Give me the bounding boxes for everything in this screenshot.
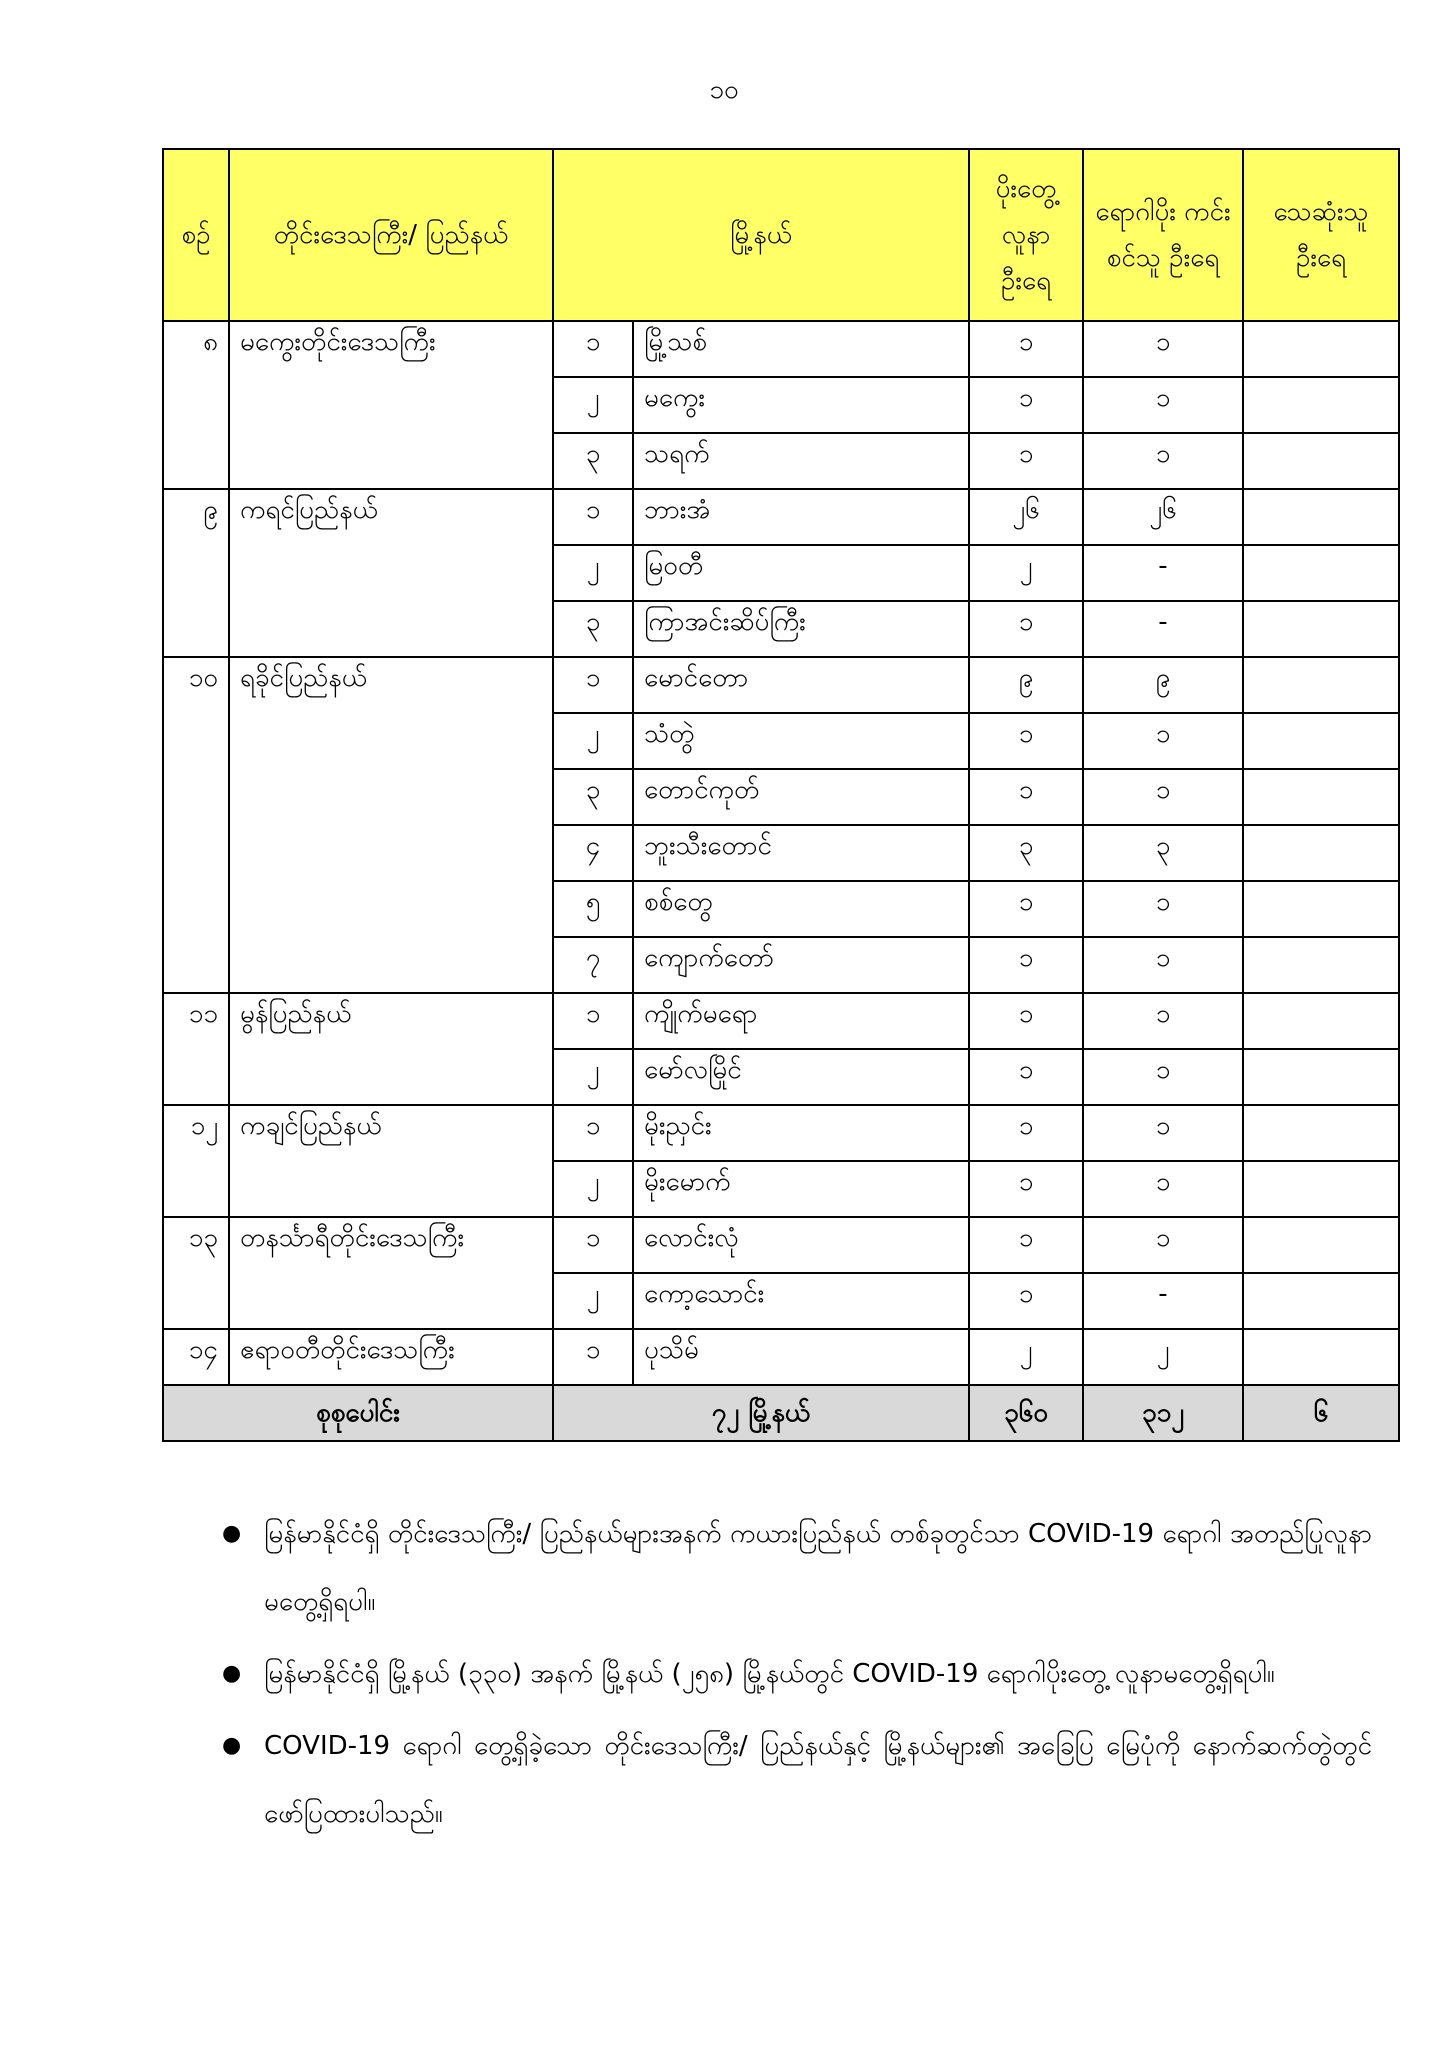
covid-township-table [162, 148, 1400, 1442]
total-recovered: ၃၁၂ [1083, 1385, 1243, 1441]
row-cases: ၉ [969, 657, 1083, 713]
row-recovered: ၂၆ [1083, 489, 1243, 545]
note-item [222, 1712, 1372, 1848]
table-row [163, 1329, 1399, 1385]
row-region: မကွေးတိုင်းဒေသကြီး [229, 321, 553, 489]
row-sub-no: ၂ [553, 545, 633, 601]
row-cases: ၁ [969, 433, 1083, 489]
row-sub-no: ၂ [553, 1049, 633, 1105]
row-township: ကြာအင်းဆိပ်ကြီး [633, 601, 969, 657]
header-township: မြို့နယ် [553, 149, 969, 321]
row-township: မကွေး [633, 377, 969, 433]
row-recovered: ၁ [1083, 377, 1243, 433]
row-cases: ၁ [969, 881, 1083, 937]
row-township: ဘားအံ [633, 489, 969, 545]
row-township: မြို့သစ် [633, 321, 969, 377]
row-no: ၁၁ [163, 993, 229, 1105]
row-township: ကော့သောင်း [633, 1273, 969, 1329]
row-recovered: ၁ [1083, 1105, 1243, 1161]
row-deaths [1243, 489, 1399, 545]
note-text: မြန်မာနိုင်ငံရှိ မြို့နယ် (၃၃၀) အနက် မြို့နယ် (၂၅၈) မြို့နယ်တွင် COVID-19 ရောဂါပိုးတွေ့ လူနာမတွေ့ရှိရပါ။ [264, 1659, 1275, 1689]
row-deaths [1243, 1049, 1399, 1105]
row-cases: ၁ [969, 769, 1083, 825]
row-recovered: ၁ [1083, 1049, 1243, 1105]
note-item [222, 1500, 1372, 1636]
row-township: ကျိုက်မရော [633, 993, 969, 1049]
row-deaths [1243, 881, 1399, 937]
row-deaths [1243, 545, 1399, 601]
row-deaths [1243, 769, 1399, 825]
row-cases: ၂၆ [969, 489, 1083, 545]
row-sub-no: ၇ [553, 937, 633, 993]
row-recovered: ၂ [1083, 1329, 1243, 1385]
row-cases: ၁ [969, 1105, 1083, 1161]
row-region: ဧရာဝတီတိုင်းဒေသကြီး [229, 1329, 553, 1385]
row-no: ၁၃ [163, 1217, 229, 1329]
row-deaths [1243, 937, 1399, 993]
row-township: တောင်ကုတ် [633, 769, 969, 825]
row-township: မောင်တော [633, 657, 969, 713]
row-region: မွန်ပြည်နယ် [229, 993, 553, 1105]
row-recovered: - [1083, 601, 1243, 657]
row-deaths [1243, 825, 1399, 881]
row-deaths [1243, 1161, 1399, 1217]
row-recovered: ၁ [1083, 937, 1243, 993]
table-row [163, 1217, 1399, 1273]
row-sub-no: ၁ [553, 657, 633, 713]
row-sub-no: ၂ [553, 1161, 633, 1217]
table-row [163, 993, 1399, 1049]
row-sub-no: ၅ [553, 881, 633, 937]
table-row [163, 657, 1399, 713]
row-no: ၁၄ [163, 1329, 229, 1385]
total-row [163, 1385, 1399, 1441]
row-recovered: ၁ [1083, 993, 1243, 1049]
row-township: သရက် [633, 433, 969, 489]
row-township: မော်လမြိုင် [633, 1049, 969, 1105]
row-deaths [1243, 713, 1399, 769]
row-township: ကျောက်တော် [633, 937, 969, 993]
page-number: ၁၀ [709, 75, 739, 105]
bullet-icon: ● [222, 1733, 242, 1758]
row-sub-no: ၁ [553, 1329, 633, 1385]
row-recovered: ၉ [1083, 657, 1243, 713]
note-text: မြန်မာနိုင်ငံရှိ တိုင်းဒေသကြီး/ ပြည်နယ်များအနက် ကယားပြည်နယ် တစ်ခုတွင်သာ COVID-19 ရောဂါ အတည်ပြုလူနာ မတွေ့ရှိရပါ။ [264, 1519, 1372, 1617]
row-region: ကချင်ပြည်နယ် [229, 1105, 553, 1217]
header-cases: ပိုးတွေ့ လူနာ ဦးရေ [969, 149, 1083, 321]
row-deaths [1243, 601, 1399, 657]
row-recovered: ၁ [1083, 881, 1243, 937]
row-sub-no: ၃ [553, 433, 633, 489]
row-region: ကရင်ပြည်နယ် [229, 489, 553, 657]
row-no: ၁၂ [163, 1105, 229, 1217]
header-deaths: သေဆုံးသူ ဦးရေ [1243, 149, 1399, 321]
table-row [163, 489, 1399, 545]
row-cases: ၁ [969, 601, 1083, 657]
row-sub-no: ၄ [553, 825, 633, 881]
row-sub-no: ၂ [553, 713, 633, 769]
row-sub-no: ၃ [553, 601, 633, 657]
row-cases: ၁ [969, 1217, 1083, 1273]
notes-list [222, 1500, 1372, 1852]
row-cases: ၁ [969, 377, 1083, 433]
row-cases: ၁ [969, 713, 1083, 769]
row-township: ဘူးသီးတောင် [633, 825, 969, 881]
row-deaths [1243, 1105, 1399, 1161]
row-cases: ၁ [969, 993, 1083, 1049]
row-cases: ၂ [969, 1329, 1083, 1385]
row-cases: ၁ [969, 937, 1083, 993]
row-recovered: - [1083, 545, 1243, 601]
row-cases: ၁ [969, 321, 1083, 377]
bullet-icon: ● [222, 1661, 242, 1686]
row-sub-no: ၂ [553, 1273, 633, 1329]
row-recovered: ၁ [1083, 433, 1243, 489]
row-recovered: ၁ [1083, 1161, 1243, 1217]
row-township: မြဝတီ [633, 545, 969, 601]
row-cases: ၁ [969, 1161, 1083, 1217]
row-township: သံတွဲ [633, 713, 969, 769]
row-recovered: ၁ [1083, 713, 1243, 769]
row-recovered: ၁ [1083, 769, 1243, 825]
row-township: လောင်းလုံ [633, 1217, 969, 1273]
header-no: စဉ် [163, 149, 229, 321]
row-deaths [1243, 993, 1399, 1049]
row-deaths [1243, 657, 1399, 713]
row-no: ၁၀ [163, 657, 229, 993]
header-region: တိုင်းဒေသကြီး/ ပြည်နယ် [229, 149, 553, 321]
row-township: ပုသိမ် [633, 1329, 969, 1385]
table-header-row [163, 149, 1399, 321]
row-cases: ၁ [969, 1049, 1083, 1105]
row-deaths [1243, 433, 1399, 489]
header-recovered: ရောဂါပိုး ကင်းစင်သူ ဦးရေ [1083, 149, 1243, 321]
row-township: စစ်တွေ [633, 881, 969, 937]
total-label: စုစုပေါင်း [163, 1385, 553, 1441]
row-sub-no: ၁ [553, 321, 633, 377]
row-sub-no: ၁ [553, 993, 633, 1049]
row-cases: ၂ [969, 545, 1083, 601]
table-row [163, 321, 1399, 377]
row-recovered: - [1083, 1273, 1243, 1329]
row-deaths [1243, 1273, 1399, 1329]
table-body [163, 321, 1399, 1385]
row-sub-no: ၁ [553, 1105, 633, 1161]
row-region: တနင်္သာရီတိုင်းဒေသကြီး [229, 1217, 553, 1329]
total-townships: ၇၂ မြို့နယ် [553, 1385, 969, 1441]
row-no: ၈ [163, 321, 229, 489]
row-region: ရခိုင်ပြည်နယ် [229, 657, 553, 993]
note-item [222, 1640, 1372, 1708]
bullet-icon: ● [222, 1521, 242, 1546]
row-no: ၉ [163, 489, 229, 657]
row-sub-no: ၁ [553, 489, 633, 545]
row-cases: ၁ [969, 1273, 1083, 1329]
row-deaths [1243, 1217, 1399, 1273]
total-cases: ၃၆၀ [969, 1385, 1083, 1441]
row-cases: ၃ [969, 825, 1083, 881]
row-deaths [1243, 377, 1399, 433]
row-township: မိုးညှင်း [633, 1105, 969, 1161]
row-township: မိုးမောက် [633, 1161, 969, 1217]
row-sub-no: ၁ [553, 1217, 633, 1273]
row-sub-no: ၂ [553, 377, 633, 433]
row-recovered: ၁ [1083, 321, 1243, 377]
total-deaths: ၆ [1243, 1385, 1399, 1441]
row-recovered: ၃ [1083, 825, 1243, 881]
row-recovered: ၁ [1083, 1217, 1243, 1273]
row-deaths [1243, 321, 1399, 377]
row-sub-no: ၃ [553, 769, 633, 825]
table-row [163, 1105, 1399, 1161]
note-text: COVID-19 ရောဂါ တွေ့ရှိခဲ့သော တိုင်းဒေသကြီး/ ပြည်နယ်နှင့် မြို့နယ်များ၏ အခြေပြ မြေပုံကို နောက်ဆက်တွဲတွင် ဖော်ပြထားပါသည်။ [264, 1731, 1372, 1829]
row-deaths [1243, 1329, 1399, 1385]
